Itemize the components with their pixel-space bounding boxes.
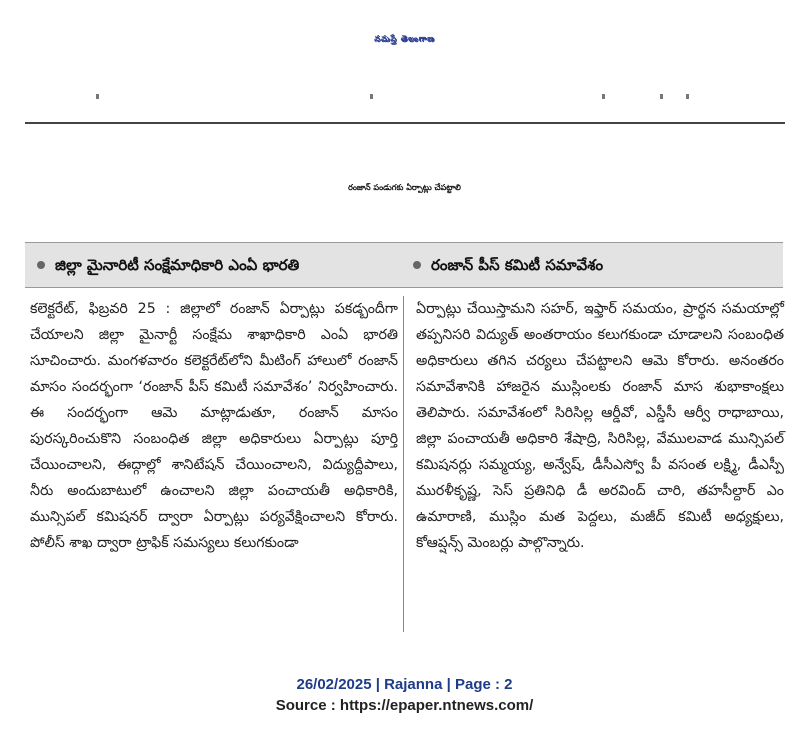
bullet-icon — [37, 261, 45, 269]
article-headline: రంజాన్ పండుగకు ఏర్పాట్లు చేపట్టాలి — [348, 183, 461, 192]
masthead-logo: నమస్తే తెలంగాణ — [374, 34, 435, 43]
top-divider — [25, 122, 785, 124]
masthead-strip — [0, 94, 809, 100]
masthead — [0, 0, 809, 100]
article-column-left — [30, 296, 398, 556]
footer-source: Source : https://epaper.ntnews.com/ — [275, 697, 534, 714]
subhead-item: రంజాన్ పీస్ కమిటీ సమావేశం — [431, 256, 604, 274]
subhead-bar — [25, 242, 783, 288]
footer-date-page: 26/02/2025 | Rajanna | Page : 2 — [296, 676, 513, 693]
column-divider — [403, 296, 404, 632]
bullet-icon — [413, 261, 421, 269]
article-column-right — [416, 296, 784, 556]
article-text: ఏర్పాట్లు చేయిస్తామని సహర్, ఇఫ్తార్ సమయం, ప్రార్థన సమయాల్లో తప్పనిసరి విద్యుత్ అంతరాయం కలుగకుండా చూడాలని సంబంధిత అధికారులు తగిన చర్యలు చేపట్టాలని ఆమె కోరారు. అనంతరం సమావేశానికి హాజరైన ముస్లింలకు రంజాన్ మాస శుభాకాంక్షలు తెలిపారు. సమావేశంలో సిరిసిల్ల ఆర్డీవో, ఎస్డీసీ ఆర్వీ రాధాబాయి, జిల్లా పంచాయతీ అధికారి శేషాద్రి, సిరిసిల్ల, వేములవాడ మున్సిపల్ కమిషనర్లు సమ్మయ్య, అన్వేష్, డీసీఎస్వో పీ వసంత లక్ష్మి, డీఎస్పీ మురళీకృష్ణ, సెస్ ప్రతినిధి డీ అరవింద్ చారి, తహసీల్దార్ ఎం ఉమారాణి, ముస్లిం మత పెద్దలు, మజీద్ కమిటీ అధ్యక్షులు, కోఆప్షన్స్ మెంబర్లు పాల్గొన్నారు. — [416, 301, 784, 551]
subhead-item: జిల్లా మైనారిటీ సంక్షేమాధికారి ఎంఏ భారతి — [55, 256, 300, 274]
article-text: కలెక్టరేట్, ఫిబ్రవరి 25 : జిల్లాలో రంజాన్ ఏర్పాట్లు పకడ్బందీగా చేయాలని జిల్లా మైనార్టీ సంక్షేమ శాఖాధికారి ఎంఏ భారతి సూచించారు. మంగళవారం కలెక్టరేట్‌లోని మీటింగ్ హాలులో రంజాన్ మాసం సందర్భంగా ‘రంజాన్ పీస్ కమిటీ సమావేశం’ నిర్వహించారు. ఈ సందర్భంగా ఆమె మాట్లాడుతూ, రంజాన్ మాసం పురస్కరించుకొని సంబంధిత జిల్లా అధికారులు ఏర్పాట్లు పూర్తి చేయించాలని, ఈద్గాల్లో శానిటేషన్ చేయించాలని, విద్యుద్దీపాలు, నీరు అందుబాటులో ఉంచాలని జిల్లా పంచాయతీ అధికారికి, మున్సిపల్ కమిషనర్ ద్వారా ఏర్పాట్లు పర్యవేక్షించాలని కోరారు. పోలీస్ శాఖ ద్వారా ట్రాఫిక్ సమస్యలు కలుగకుండా — [30, 301, 398, 551]
